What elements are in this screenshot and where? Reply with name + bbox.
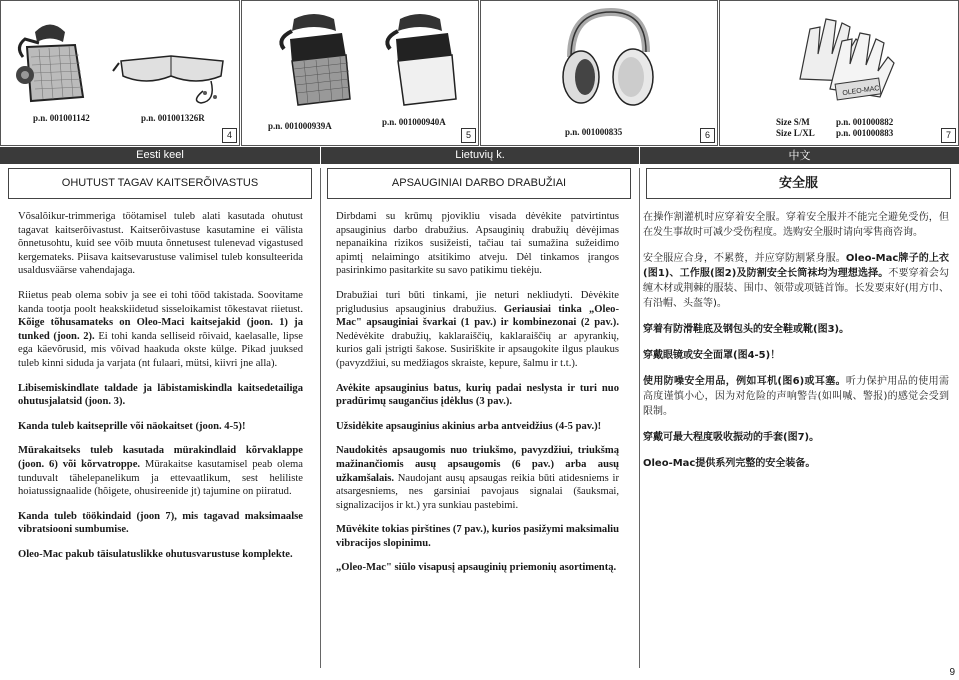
text-column-estonian (18, 210, 303, 572)
glove-label: OLEO-MAC (842, 85, 880, 98)
paragraph: Mūvėkite tokias pirštines (7 pav.), kurios pasižymi maksimaliu vibracijos slopinimu. (336, 524, 619, 549)
column-divider (320, 168, 321, 668)
paragraph: 穿戴眼镜或安全面罩(图4-5)！ (643, 350, 781, 361)
product-panel-helmet (0, 0, 240, 146)
paragraph: Užsidėkite apsauginius akinius arba antveidžius (4-5 pav.)! (336, 420, 602, 432)
section-title-estonian: OHUTUST TAGAV KAITSERÕIVASTUS (8, 168, 312, 199)
paragraph: Kanda tuleb töökindaid (joon 7), mis tagavad maksimaalse vibratsiooni sumbumise. (18, 510, 303, 536)
part-number: p.n. 001001326R (141, 113, 205, 123)
part-number: p.n. 001000940A (382, 117, 446, 127)
page-number: 9 (949, 667, 955, 678)
paragraph: 在操作割灌机时应穿着安全服。穿着安全服并不能完全避免受伤，但在发生事故时可减少受伤程度。选购安全服时请向零售商咨询。 (643, 212, 949, 238)
forestry-helmet-illustration (5, 7, 105, 107)
paragraph: Mürakaitseks tuleb kasutada mürakindlaid kõrvaklappe (joon. 6) või kõrvatroppe. Mürakaitse kasutamisel peab olema tunduvalt tähelepanelikum ja ettevaatlikum, sest heliliste hoiatussignaalide (hõigete, ohusireenide jt) tajumine on piiratud. (18, 445, 303, 498)
paragraph: Libisemiskindlate taldade ja läbistamiskindla kaitsedetailiga ohutusjalatsid (joon. 3). (18, 382, 303, 408)
paragraph: Oleo-Mac pakub täisulatuslikke ohutusvarustuse komplekte. (18, 548, 293, 560)
paragraph: 穿着有防滑鞋底及钢包头的安全鞋或靴(图3)。 (643, 324, 850, 335)
product-panel-gloves (719, 0, 959, 146)
figure-number: 5 (461, 128, 476, 143)
product-panel-visors (241, 0, 479, 146)
paragraph: Dirbdami su krūmų pjovikliu visada dėvėkite patvirtintus apsauginius darbo drabužius. Apsauginių drabužių dėvėjimas nepanaikina rizikos susižeisti, tačiau tai sumažina sužeidimo apimtį nelaimingo atsitikimo atveju. Dėl tinkamos įrangos pasirinkimo pasitarkite su savo patikimu tiekėju. (336, 211, 619, 277)
paragraph: 安全服应合身，不累赘，并应穿防割紧身服。Oleo-Mac牌子的上衣(图1)、工作服(图2)及防割安全长筒袜均为理想选择。不要穿着会勾缠木材或荆棘的服装、围巾、领带或项链首饰。长发要束好(用方巾、有沿帽、头盔等)。 (643, 253, 950, 309)
product-panel-earmuffs (480, 0, 718, 146)
section-title-lithuanian: APSAUGINIAI DARBO DRABUŽIAI (327, 168, 631, 199)
size-label: Size L/XL (776, 128, 815, 138)
paragraph: Riietus peab olema sobiv ja see ei tohi tööd takistada. Soovitame kanda tootja poolt heakskiidetud sisseloikamist tõkestavat riietust. Kõige tõhusamateks on Oleo-Maci kaitsejakid (joon. 1) ja tunked (joon. 2). Ei tohi kanda selliseid rõivaid, kaelasalle, lipse ega käevõrusid, mis võivad haakuda okste külge. Pikad juuksed tuleb kinni siduda ja varjata (nt fulaari, mütsi, kiivri jne alla). (18, 289, 303, 369)
figure-number: 7 (941, 128, 956, 143)
mesh-visor-illustration (264, 9, 364, 109)
part-number: p.n. 001001142 (33, 113, 90, 123)
figure-number: 6 (700, 128, 715, 143)
clear-visor-illustration (370, 9, 470, 109)
paragraph: 穿戴可最大程度吸收振动的手套(图7)。 (643, 432, 820, 443)
part-number: p.n. 001000835 (565, 127, 623, 137)
text-column-lithuanian (336, 210, 619, 586)
gloves-illustration (790, 9, 900, 109)
part-number: p.n. 001000883 (836, 128, 894, 138)
size-label: Size S/M (776, 117, 810, 127)
section-title-chinese: 安全服 (646, 168, 951, 199)
part-number: p.n. 001000882 (836, 117, 894, 127)
language-bar-estonian: Eesti keel (0, 147, 320, 164)
column-divider (639, 168, 640, 668)
paragraph: „Oleo-Mac" siūlo visapusį apsauginių priemonių asortimentą. (336, 562, 617, 574)
language-bar-lithuanian: Lietuvių k. (321, 147, 639, 164)
paragraph: Drabužiai turi būti tinkami, jie neturi nekliudyti. Dėvėkite prigludusius apsauginius drabužius. Geriausiai tinka „Oleo-Mac" apsauginiai švarkai (1 pav.) ir kombinezonai (2 pav.). Nedėvėkite drabužių, kaklaraiščių, kaklaraiščių ar apyrankių, kurios gali įstrigti šakose. Susiriškite ir apsaugokite ilgus plaukus (pavyzdžiui, su medžiagos skraiste, kepure, šalmu ir t.t.). (336, 289, 620, 369)
safety-glasses-illustration (111, 41, 231, 111)
paragraph: 使用防噪安全用品，例如耳机(图6)或耳塞。听力保护用品的使用需高度谨慎小心，因为对危险的声响警告(如叫喊、警报)的感觉会受到限制。 (643, 376, 949, 417)
paragraph: Avėkite apsauginius batus, kurių padai neslysta ir turi nuo pradūrimų saugančius įdėklus (3 pav.). (336, 382, 619, 408)
earmuffs-illustration (551, 7, 661, 117)
paragraph: Oleo-Mac提供系列完整的安全装备。 (643, 458, 816, 469)
part-number: p.n. 001000939A (268, 121, 332, 131)
paragraph: Võsalõikur-trimmeriga töötamisel tuleb alati kasutada ohutust tagavat kaitserõivastust. Kaitserõivastuse kasutamine ei välista õnnetusohtu, kuid see võib muuta õnnetusest tulenevad vigastused kergemateks. Piisava kaitsevarustuse valimisel tuleb konsulteerida usaldusväärse vahendajaga. (18, 211, 303, 277)
figure-number: 4 (222, 128, 237, 143)
paragraph: Naudokitės apsaugomis nuo triukšmo, pavyzdžiui, triukšmą mažinančiomis ausų apsaugomis (6 pav.) arba ausų užkamšalais. Naudojant ausų apsaugas reikia būti atidesniems ir atsargesniems, nes garsiniai pavojaus signalai (šauksmai, signalizacijos ir kt.) yra sunkiau pastebimi. (336, 445, 619, 511)
paragraph: Kanda tuleb kaitseprille või näokaitset (joon. 4-5)! (18, 420, 246, 432)
language-bar-chinese: 中文 (640, 147, 959, 164)
text-column-chinese (643, 210, 949, 482)
